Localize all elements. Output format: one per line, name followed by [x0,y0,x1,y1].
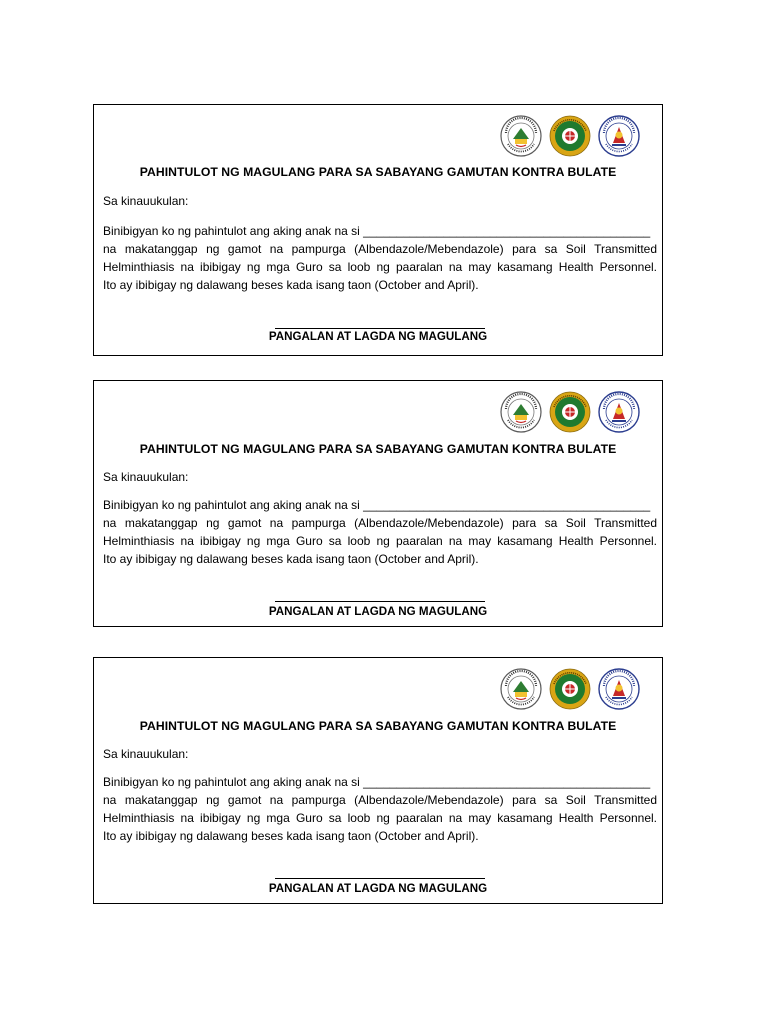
deped-seal-icon [598,115,640,157]
consent-line-1: Binibigyan ko ng pahintulot ang aking anak na si ___________________________________________ [103,224,651,238]
signature-label: PANGALAN AT LAGDA NG MAGULANG [268,605,488,618]
salutation: Sa kinauukulan: [103,470,189,484]
deped-seal-icon [598,391,640,433]
slip-title: PAHINTULOT NG MAGULANG PARA SA SABAYANG GAMUTAN KONTRA BULATE [139,719,617,733]
consent-line-4: Ito ay ibibigay ng dalawang beses kada isang taon (October and April). [103,278,479,292]
salutation: Sa kinauukulan: [103,194,189,208]
city-government-seal-icon [549,668,591,710]
consent-line-4: Ito ay ibibigay ng dalawang beses kada isang taon (October and April). [103,552,479,566]
consent-line-2: na makatanggap ng gamot na pampurga (Albendazole/Mebendazole) para sa Soil Transmitted [103,793,657,807]
consent-body [103,496,657,568]
consent-line-1: Binibigyan ko ng pahintulot ang aking anak na si ___________________________________________ [103,775,651,789]
consent-line-2: na makatanggap ng gamot na pampurga (Albendazole/Mebendazole) para sa Soil Transmitted [103,516,657,530]
consent-line-4: Ito ay ibibigay ng dalawang beses kada isang taon (October and April). [103,829,479,843]
seal-group [500,113,642,159]
division-city-schools-seal-icon [500,668,542,710]
slip-title: PAHINTULOT NG MAGULANG PARA SA SABAYANG GAMUTAN KONTRA BULATE [139,165,617,179]
seal-group [500,389,642,435]
slip-title: PAHINTULOT NG MAGULANG PARA SA SABAYANG GAMUTAN KONTRA BULATE [139,442,617,456]
consent-line-3: Helminthiasis na ibibigay ng mga Guro sa loob ng paaralan na may kasamang Health Personnel. [103,260,657,274]
consent-line-3: Helminthiasis na ibibigay ng mga Guro sa loob ng paaralan na may kasamang Health Personnel. [103,534,657,548]
consent-body [103,222,657,294]
signature-line[interactable] [275,591,485,602]
consent-line-1: Binibigyan ko ng pahintulot ang aking anak na si ___________________________________________ [103,498,651,512]
consent-line-3: Helminthiasis na ibibigay ng mga Guro sa loob ng paaralan na may kasamang Health Personnel. [103,811,657,825]
consent-slip-3 [93,657,663,904]
city-government-seal-icon [549,391,591,433]
consent-line-2: na makatanggap ng gamot na pampurga (Albendazole/Mebendazole) para sa Soil Transmitted [103,242,657,256]
consent-slip-1 [93,104,663,356]
deped-seal-icon [598,668,640,710]
signature-label: PANGALAN AT LAGDA NG MAGULANG [268,882,488,895]
consent-body [103,773,657,845]
city-government-seal-icon [549,115,591,157]
signature-label: PANGALAN AT LAGDA NG MAGULANG [268,330,488,343]
signature-line[interactable] [275,318,485,329]
signature-line[interactable] [275,868,485,879]
seal-group [500,666,642,712]
salutation: Sa kinauukulan: [103,747,189,761]
division-city-schools-seal-icon [500,115,542,157]
consent-slip-2 [93,380,663,627]
division-city-schools-seal-icon [500,391,542,433]
